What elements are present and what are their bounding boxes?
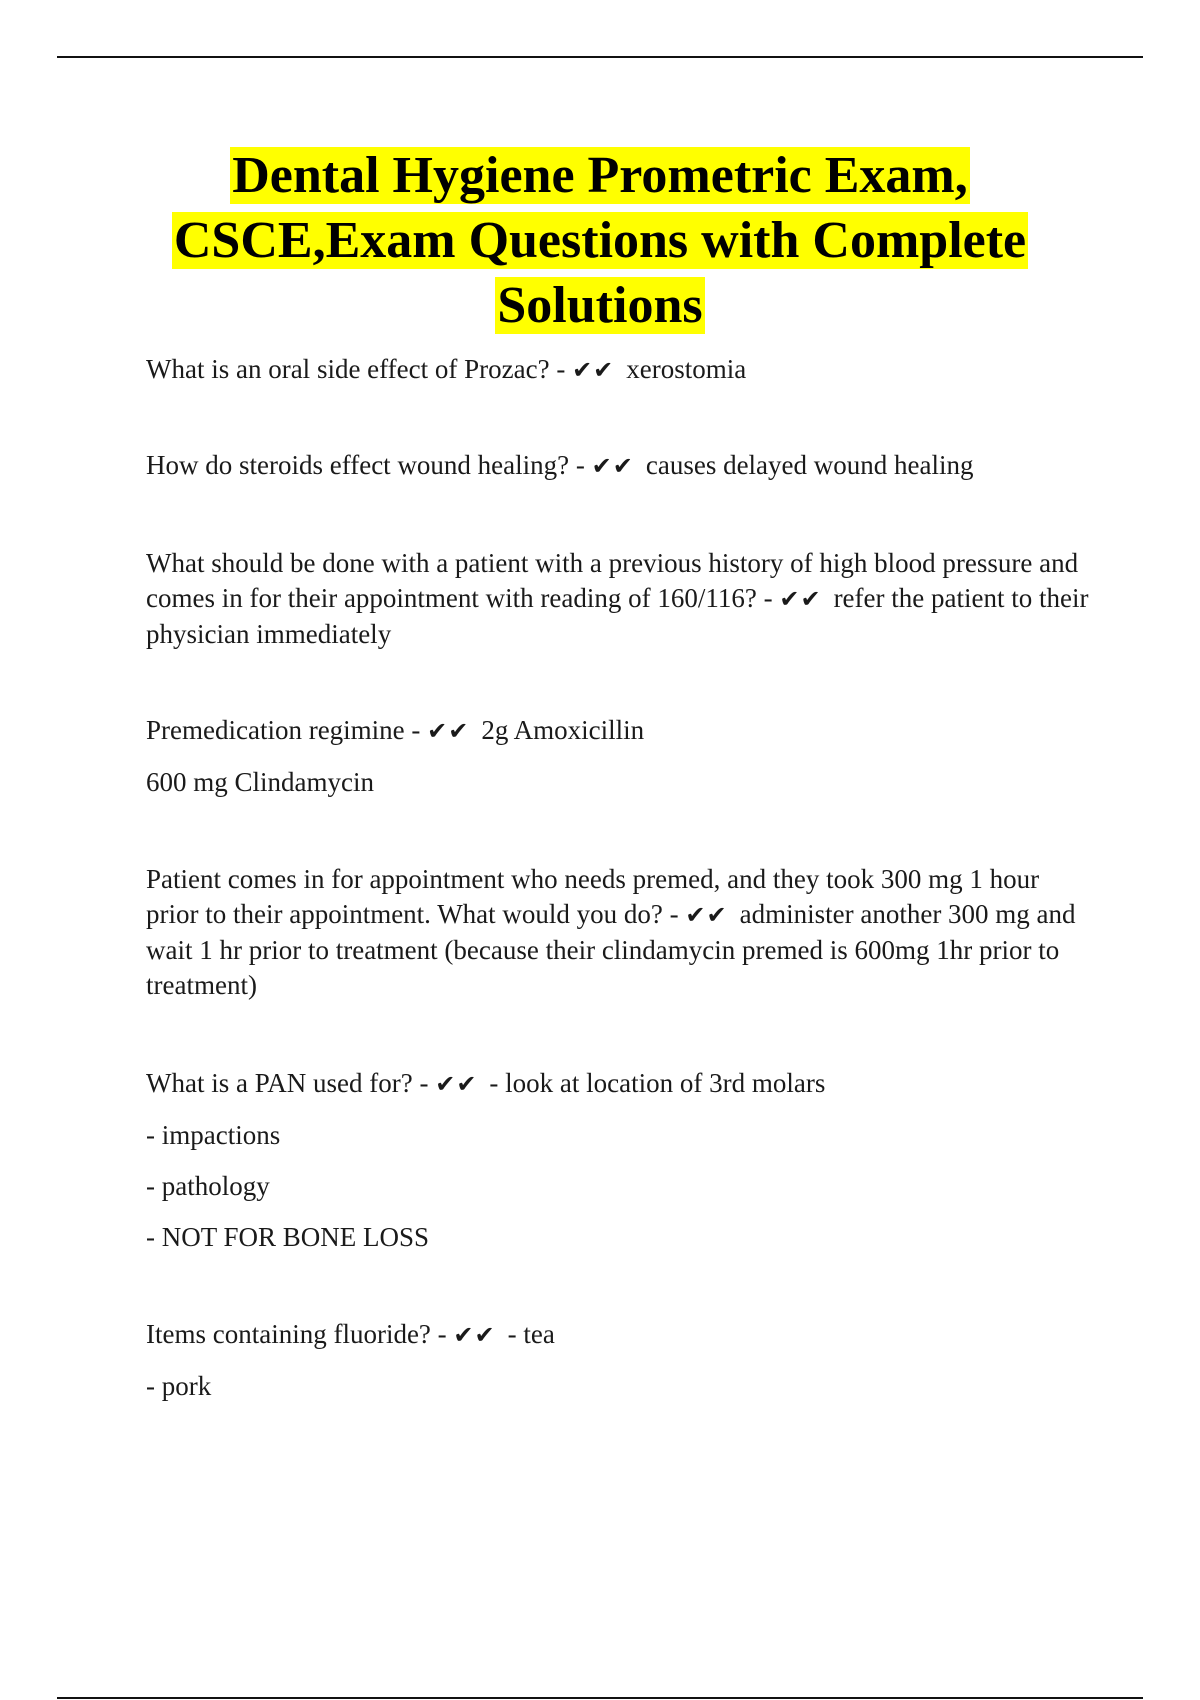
question-text: Patient comes in for appointment who needs premed, and they took 300 mg 1 hour prior to their appointment. What would you do? - <box>146 864 1040 929</box>
question-text: What is an oral side effect of Prozac? - <box>146 354 566 384</box>
qa-block-1 <box>146 352 1096 388</box>
answer-text: administer another 300 mg and wait 1 hr prior to treatment (because their clindamycin premed is 600mg 1hr prior to treatment) <box>146 899 1076 1000</box>
question-text: Premedication regimine - <box>146 715 421 745</box>
qa-item <box>146 862 1096 1003</box>
qa-item <box>146 713 1096 749</box>
title-line-2: CSCE,Exam Questions with Complete <box>173 212 1027 269</box>
question-text: How do steroids effect wound healing? - <box>146 450 585 480</box>
answer-extra-line: - impactions <box>146 1120 281 1150</box>
qa-block-7 <box>146 1317 1096 1404</box>
double-check-icon: ✔✔ <box>435 1070 478 1098</box>
qa-block-5 <box>146 862 1096 1003</box>
document-title <box>100 143 1100 338</box>
answer-text: causes delayed wound healing <box>645 450 974 480</box>
double-check-icon: ✔✔ <box>453 1321 496 1349</box>
answer-text: 2g Amoxicillin <box>481 715 645 745</box>
answer-text: - look at location of 3rd molars <box>489 1068 826 1098</box>
double-check-icon: ✔✔ <box>685 901 728 929</box>
qa-item <box>146 546 1096 652</box>
qa-list <box>146 352 1096 1404</box>
qa-item <box>146 352 1096 388</box>
question-text: What should be done with a patient with a previous history of high blood pressure and comes in for their appointment with reading of 160/116? - <box>146 548 1079 613</box>
answer-text: - tea <box>507 1319 555 1349</box>
qa-item <box>146 1066 1096 1102</box>
qa-item <box>146 448 1096 484</box>
answer-text: refer the patient to their physician immediately <box>146 583 1089 649</box>
qa-block-3 <box>146 546 1096 652</box>
qa-block-4 <box>146 713 1096 800</box>
question-text: What is a PAN used for? - <box>146 1068 429 1098</box>
title-line-3: Solutions <box>497 277 703 334</box>
top-rule <box>57 56 1143 58</box>
answer-extra-line: - NOT FOR BONE LOSS <box>146 1222 430 1252</box>
answer-extra-line: 600 mg Clindamycin <box>146 767 374 797</box>
double-check-icon: ✔✔ <box>779 585 822 613</box>
double-check-icon: ✔✔ <box>572 356 615 384</box>
qa-item <box>146 1317 1096 1353</box>
double-check-icon: ✔✔ <box>591 452 634 480</box>
qa-block-6 <box>146 1066 1096 1255</box>
qa-block-2 <box>146 448 1096 484</box>
answer-extra-line: - pork <box>146 1371 212 1401</box>
title-line-1: Dental Hygiene Prometric Exam, <box>232 147 968 204</box>
answer-extra-line: - pathology <box>146 1171 270 1201</box>
bottom-rule <box>57 1697 1143 1699</box>
question-text: Items containing fluoride? - <box>146 1319 447 1349</box>
answer-text: xerostomia <box>626 354 747 384</box>
double-check-icon: ✔✔ <box>427 717 470 745</box>
